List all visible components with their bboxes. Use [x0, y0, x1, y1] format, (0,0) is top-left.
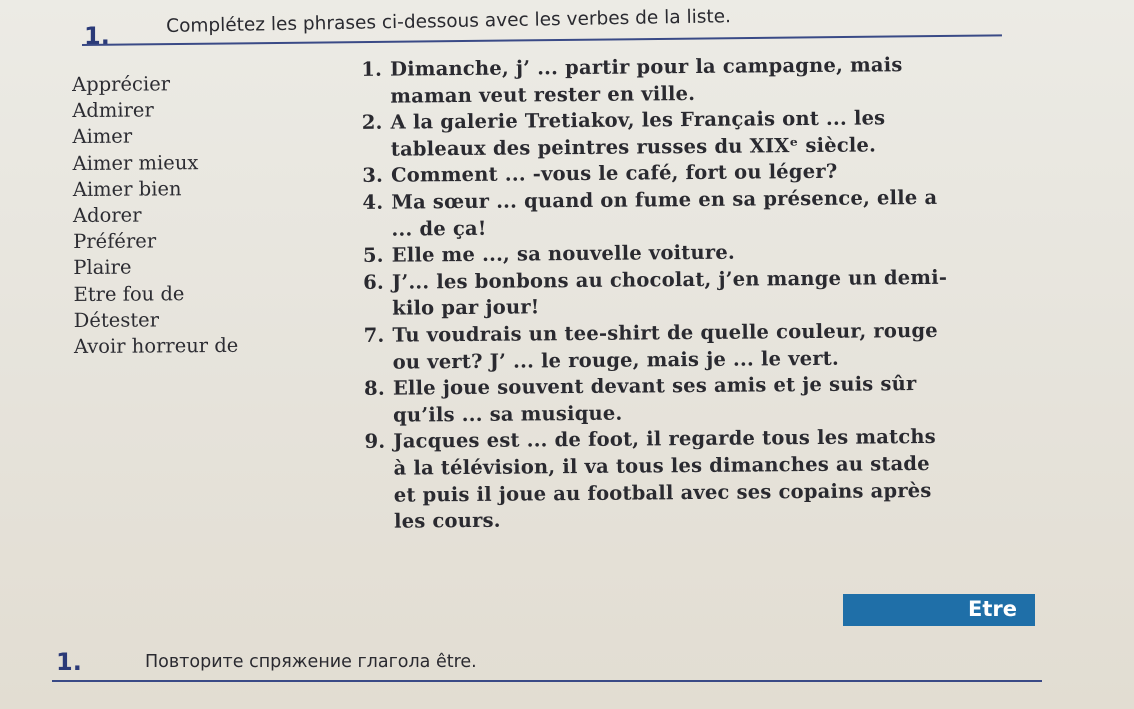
sentence-text: J’... les bonbons au chocolat, j’en mange un demi- kilo par jour!	[391, 265, 948, 320]
sentence-list	[350, 51, 1054, 536]
sentence-text: Ma sœur ... quand on fume en sa présence, elle a ... de ça!	[391, 185, 938, 241]
sentence-item	[352, 264, 1052, 323]
heading-rule	[52, 680, 1042, 682]
verb-item: Avoir horreur de	[73, 333, 239, 359]
sentence-item	[350, 104, 1050, 163]
exercise-instruction: Complétez les phrases ci-dessous avec les verbes de la liste.	[166, 6, 732, 37]
sentence-item	[353, 423, 1054, 535]
verb-item: Adorer	[72, 203, 142, 228]
exercise-number: 1.	[56, 648, 82, 676]
verb-item: Apprécier	[72, 72, 171, 96]
sentence-text: Elle joue souvent devant ses amis et je suis sûr qu’ils ... sa musique.	[392, 372, 917, 427]
section-banner	[843, 594, 1035, 626]
sentence-text: Dimanche, j’ ... partir pour la campagne, mais maman veut rester en ville.	[390, 53, 903, 108]
sentence-number: 2.	[361, 110, 383, 135]
verb-item: Aimer	[72, 124, 133, 149]
verb-list	[72, 70, 304, 360]
verb-item: Admirer	[72, 98, 154, 123]
sentence-number: 9.	[364, 430, 386, 454]
section-banner-label: Etre	[968, 597, 1017, 621]
verb-item: Plaire	[73, 256, 132, 280]
verb-item: Préférer	[73, 229, 157, 254]
sentence-text: Tu voudrais un tee-shirt de quelle couleur, rouge ou vert? J’ ... le rouge, mais je ... le vert.	[392, 318, 938, 374]
sentence-text: Jacques est ... de foot, il regarde tous les matchs à la télévision, il va tous les dimanches au stade et puis il joue au football avec ses copains après les cours.	[393, 425, 937, 533]
sentence-number: 5.	[362, 243, 384, 268]
verb-item: Etre fou de	[73, 281, 185, 306]
heading-rule	[82, 34, 1002, 46]
sentence-item	[350, 51, 1050, 110]
sentence-number: 1.	[361, 57, 383, 81]
sentence-item	[353, 370, 1053, 429]
sentence-item	[351, 184, 1051, 243]
sentence-number: 7.	[363, 323, 385, 347]
sentence-number: 8.	[364, 376, 385, 401]
sentence-text: Comment ... -vous le café, fort ou léger?	[390, 160, 838, 188]
sentence-text: A la galerie Tretiakov, les Français ont ... les tableaux des peintres russes du XIXᵉ siècle.	[390, 106, 886, 161]
sentence-item	[352, 317, 1052, 376]
verb-item: Aimer bien	[72, 177, 182, 201]
sentence-number: 3.	[362, 164, 384, 188]
sentence-number: 6.	[363, 270, 385, 294]
verb-item: Aimer mieux	[72, 150, 199, 175]
sentence-text: Elle me ..., sa nouvelle voiture.	[391, 240, 735, 267]
exercise-number: 1.	[84, 22, 110, 50]
verb-item: Détester	[73, 308, 160, 332]
exercise-instruction: Повторите спряжение глагола être.	[145, 652, 477, 672]
sentence-number: 4.	[362, 190, 384, 214]
